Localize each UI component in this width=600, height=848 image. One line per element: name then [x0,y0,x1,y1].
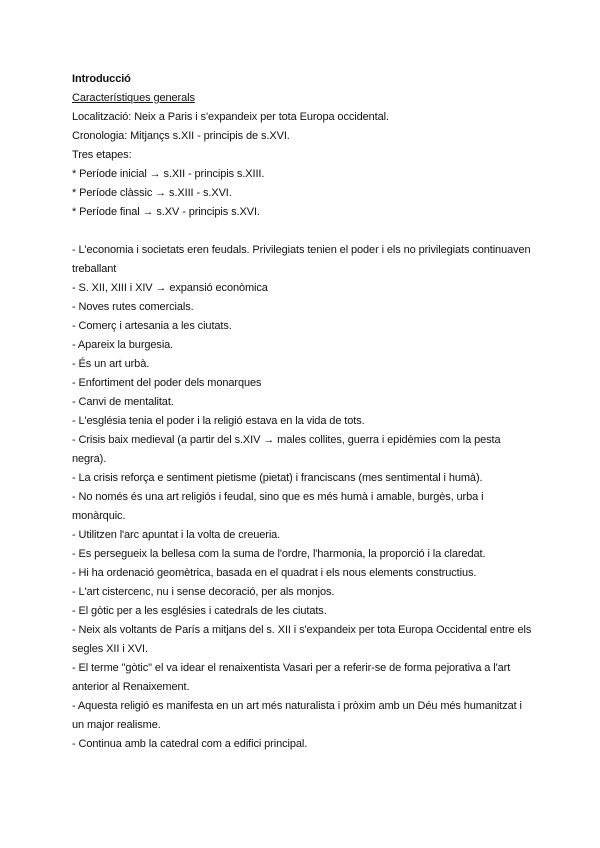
list-item: - Comerç i artesania a les ciutats. [72,320,232,332]
document-title: Introducció [72,73,131,85]
intro-line: Tres etapes: [72,149,132,161]
list-item: - Neix als voltants de París a mitjans del s. XII i s'expandeix per tota Europa Occidental entre els segles XII i XVI. [72,624,532,655]
list-item: - No només és una art religiós i feudal, sino que es més humà i amable, burgès, urba i monàrquic. [72,491,484,522]
list-item: - La crisis reforça e sentiment pietisme (pietat) i franciscans (mes sentimental i humà). [72,472,483,484]
list-item: - Canvi de mentalitat. [72,396,174,408]
list-item: - L'art cistercenc, nu i sense decoració, per als monjos. [72,586,335,598]
list-item: - Apareix la burgesia. [72,339,174,351]
list-item: - És un art urbà. [72,358,150,370]
list-item: - Noves rutes comercials. [72,301,194,313]
list-item: - S. XII, XIII i XIV → expansió econòmica [72,282,268,294]
list-item: - Enfortiment del poder dels monarques [72,377,262,389]
intro-block [72,108,542,222]
list-item: - L'església tenia el poder i la religió estava en la vida de tots. [72,415,365,427]
bullet-list [72,241,542,754]
list-item: - Hi ha ordenació geomètrica, basada en el quadrat i els nous elements constructius. [72,567,477,579]
intro-line: * Període final → s.XV - principis s.XVI. [72,206,260,218]
intro-line: Localització: Neix a Paris i s'expandeix per tota Europa occidental. [72,111,389,123]
list-item: - L'economia i societats eren feudals. Privilegiats tenien el poder i els no privilegiats continuaven treballant [72,244,531,275]
intro-line: * Període inicial → s.XII - principis s.XIII. [72,168,265,180]
list-item: - Es persegueix la bellesa com la suma de l'ordre, l'harmonia, la proporció i la claredat. [72,548,486,560]
list-item: - Utilitzen l'arc apuntat i la volta de creueria. [72,529,281,541]
list-item: - Continua amb la catedral com a edifici principal. [72,738,308,750]
intro-line: Cronologia: Mitjançs s.XII - principis de s.XVI. [72,130,290,142]
list-item: - Aquesta religió es manifesta en un art més naturalista i pròxim amb un Déu més humanitzat i un major realisme. [72,700,522,731]
list-item: - Crisis baix medieval (a partir del s.XIV → males collites, guerra i epidèmies com la pesta negra). [72,434,501,465]
paragraph-spacer [72,222,542,241]
list-item: - El terme "gòtic" el va idear el renaixentista Vasari per a referir-se de forma pejorativa a l'art anterior al Renaixement. [72,662,511,693]
intro-line: * Període clàssic → s.XIII - s.XVI. [72,187,232,199]
section-subtitle: Característiques generals [72,92,195,104]
document-page [72,70,542,754]
list-item: - El gòtic per a les esglésies i catedrals de les ciutats. [72,605,327,617]
